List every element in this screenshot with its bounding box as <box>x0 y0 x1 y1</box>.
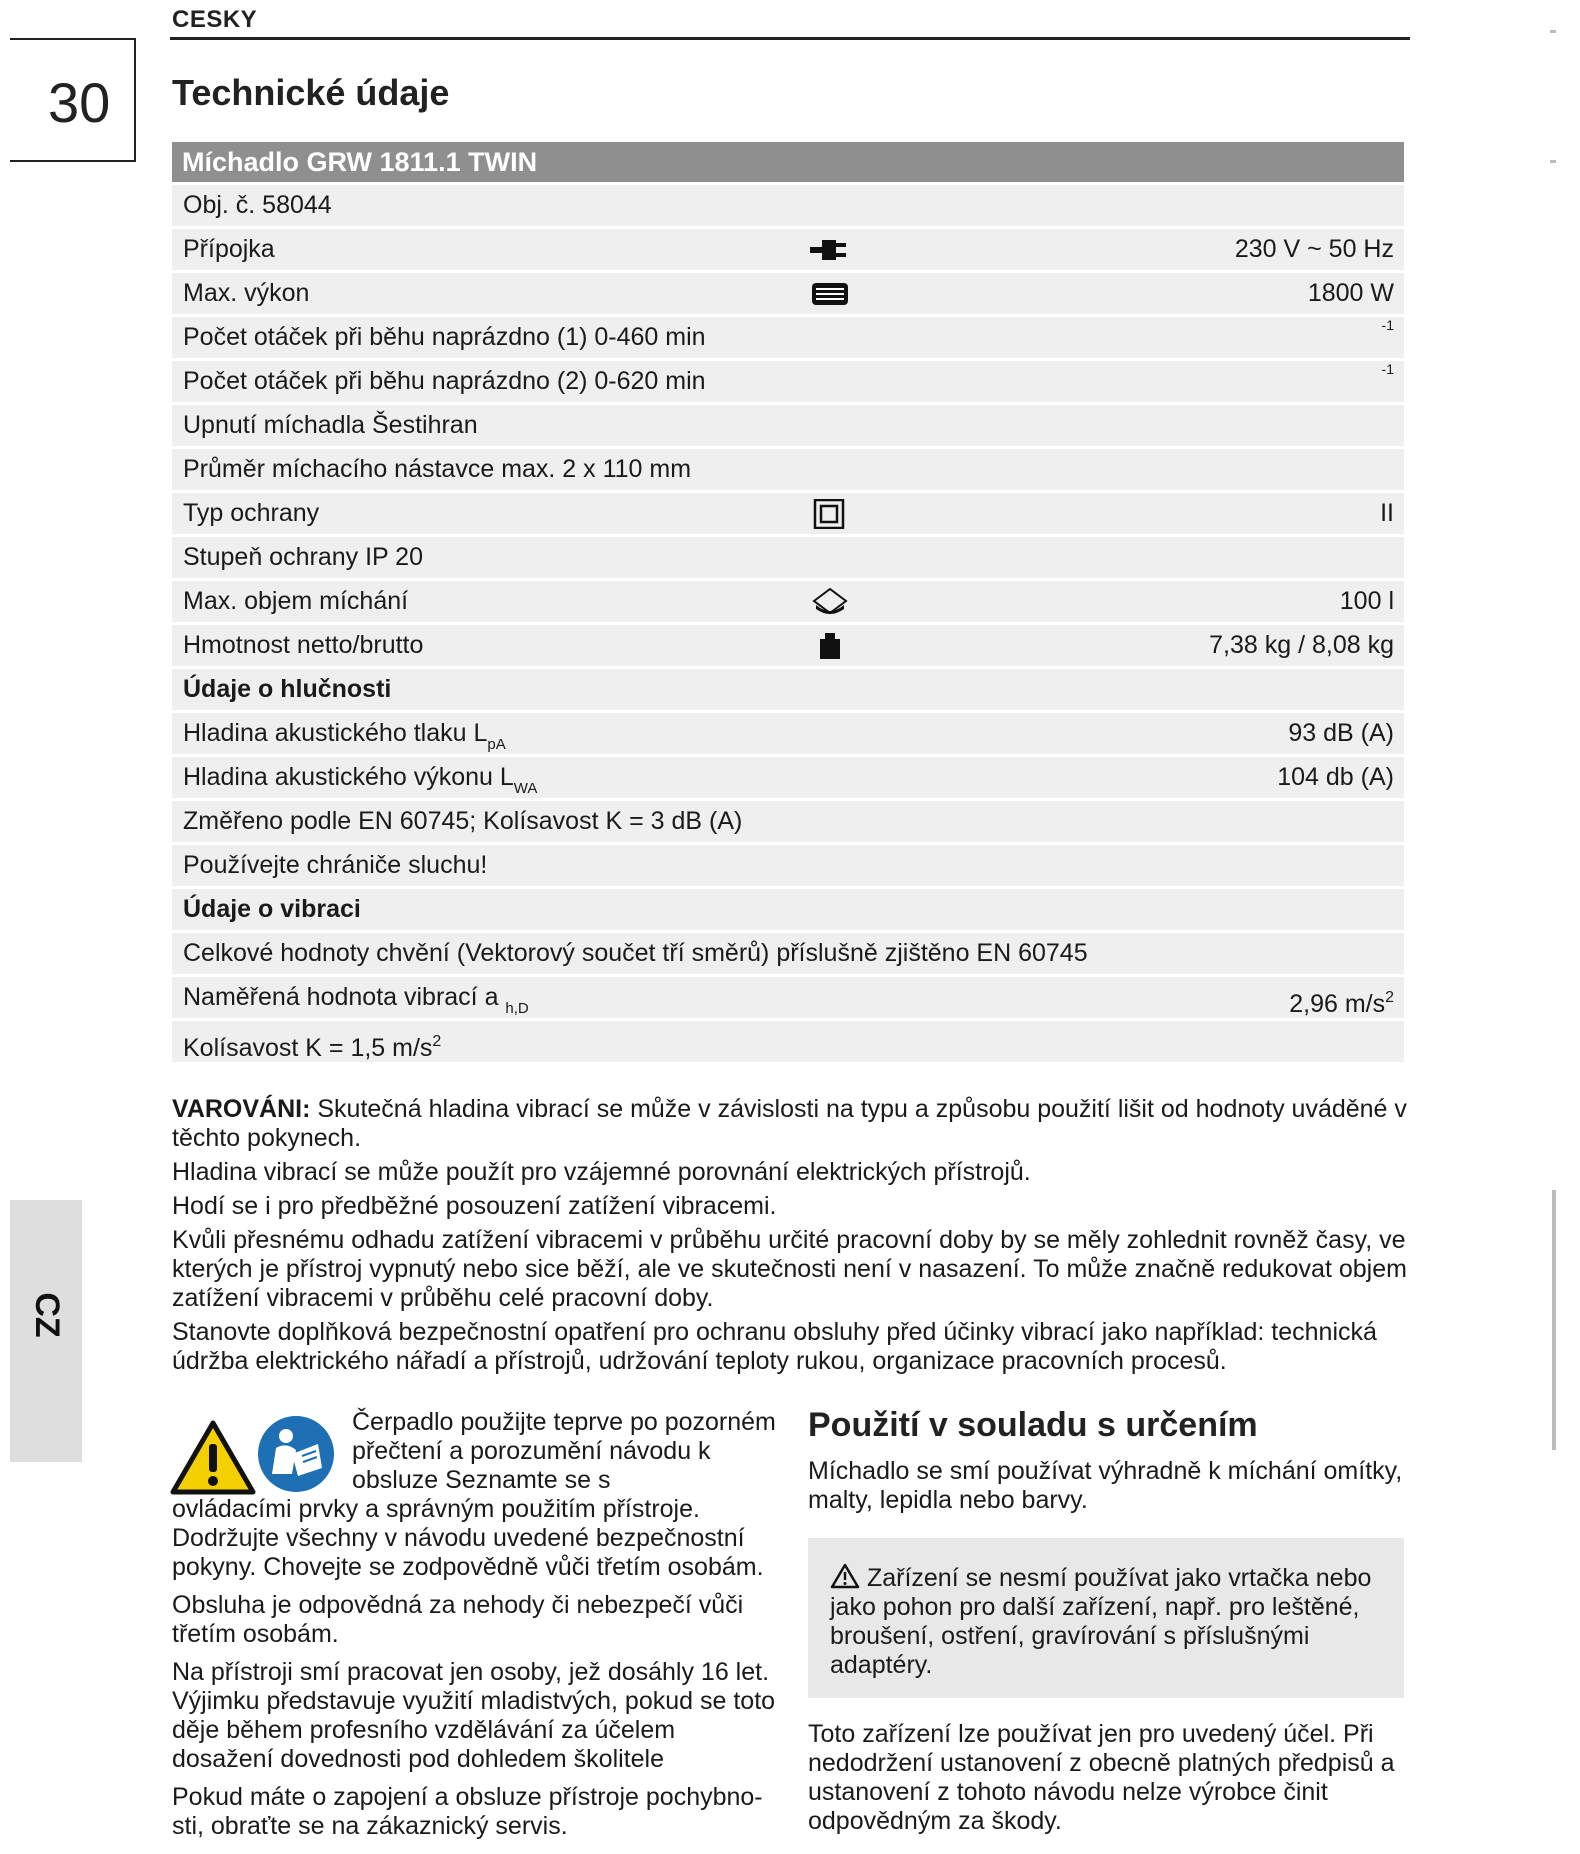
table-row <box>172 229 1404 270</box>
warning-paragraph: Hodí se i pro předběžné posouzení zatížení vibracemi. <box>172 1192 777 1220</box>
vibration-warning <box>172 1095 1412 1381</box>
superscript: 2 <box>1385 989 1394 1006</box>
row-label: Upnutí míchadla Šestihran <box>183 411 478 439</box>
section-title: Údaje o vibraci <box>183 895 361 923</box>
row-label: Kolísavost K = 1,5 $m/s^2$ <box>183 1033 442 1062</box>
notice-text: Zařízení se nesmí používat jako vrtačka nebo jako pohon pro další zařízení, např. pro leštěné, broušení, ostření, gravírování s příslušnými adaptéry. <box>830 1564 1372 1679</box>
row-label: Max. objem míchání <box>183 587 409 615</box>
table-row <box>172 625 1404 666</box>
spec-table <box>172 142 1404 1065</box>
safety-paragraph: Na přístroji smí pracovat jen osoby, jež dosáhly 16 let. Výjimku představuje využití mladistvých, pokud se toto děje během profesního vzdělávání za účelem dosažení dovednosti pod dohledem školitele <box>172 1658 776 1773</box>
row-value: 100 l <box>1339 587 1394 615</box>
table-row <box>172 801 1404 842</box>
safety-paragraph: Pokud máte o zapojení a obsluze přístroje pochybno-sti, obraťte se na zákaznický servis. <box>172 1783 763 1840</box>
weight-icon <box>808 631 852 661</box>
table-row <box>172 933 1404 974</box>
subscript: pA <box>487 736 506 753</box>
superscript: 2 <box>432 1033 442 1050</box>
row-label: Stupeň ochrany IP 20 <box>183 543 423 571</box>
page-title: Technické údaje <box>172 72 450 113</box>
protection-class-icon <box>808 499 852 529</box>
safety-text-column <box>172 1408 782 1850</box>
row-label: Obj. č. 58044 <box>183 191 332 219</box>
motor-icon <box>808 279 852 309</box>
warning-paragraph: VAROVÁNI: Skutečná hladina vibrací se může v závislosti na typu a způsobu použití lišit od hodnoty uváděné v těchto pokynech. <box>172 1095 1407 1152</box>
language-label: CESKY <box>172 6 258 33</box>
row-value: 7,38 kg / 8,08 kg <box>1209 631 1394 659</box>
liability-paragraph: Toto zařízení lze používat jen pro uvedený účel. Při nedodržení ustanovení z obecně platných předpisů a ustanovení z tohoto návodu nelze výrobce činit odpovědným za škody. <box>808 1720 1395 1835</box>
row-value: 104 db (A) <box>1277 763 1394 791</box>
subscript: h,D <box>505 1000 529 1017</box>
intended-use-section <box>808 1406 1408 1515</box>
row-label: Hladina akustického tlaku $L_{pA}$ <box>183 719 506 753</box>
table-row <box>172 757 1404 798</box>
row-label: Počet otáček při běhu naprázdno (1) 0-460 min <box>183 323 706 351</box>
row-label: Počet otáček při běhu naprázdno (2) 0-620 min <box>183 367 706 395</box>
svg-text:CZ: CZ <box>28 1292 67 1338</box>
table-row <box>172 493 1404 534</box>
intended-use-intro: Míchadlo se smí používat výhradně k míchání omítky, malty, lepidla nebo barvy. <box>808 1457 1403 1514</box>
row-value: 2,96 $m/s^2$ <box>1289 989 1394 1018</box>
safety-intro-rest: ovládacími prvky a správným použitím přístroje. Dodržujte všechny v návodu uvedené bezpečnostní pokyny. Chovejte se zodpovědně vůči třetím osobám. <box>172 1495 764 1581</box>
section-title: Údaje o hlučnosti <box>183 675 392 703</box>
subscript: WA <box>513 780 538 797</box>
row-exponent: -1 <box>1381 317 1394 333</box>
edge-mark <box>1550 30 1556 33</box>
page-number: 30 <box>48 71 111 134</box>
safety-paragraph: Obsluha je odpovědná za nehody či nebezpečí vůči třetím osobám. <box>172 1591 744 1648</box>
section-heading: Použití v souladu s určením <box>808 1406 1258 1444</box>
row-label: Hmotnost netto/brutto <box>183 631 424 659</box>
row-label: Celkové hodnoty chvění (Vektorový součet tří směrů) příslušně zjištěno EN 60745 <box>183 939 1088 967</box>
caution-icon <box>830 1563 860 1589</box>
table-row <box>172 449 1404 490</box>
plug-icon <box>808 235 852 265</box>
edge-mark <box>1550 160 1556 163</box>
table-row <box>172 405 1404 446</box>
row-value: II <box>1380 499 1394 527</box>
row-label: Max. výkon <box>183 279 310 307</box>
row-label: Změřeno podle EN 60745; Kolísavost K = 3 dB (A) <box>183 807 743 835</box>
row-label: Přípojka <box>183 235 275 263</box>
table-row <box>172 845 1404 886</box>
table-row <box>172 1021 1404 1062</box>
table-row <box>172 537 1404 578</box>
section-row-noise <box>172 669 1404 710</box>
warning-label: VAROVÁNI: <box>172 1095 311 1123</box>
header-rule <box>170 37 1410 40</box>
safety-paragraph <box>172 1408 782 1582</box>
warning-paragraph: Kvůli přesnému odhadu zatížení vibracemi v průběhu určité pracovní doby by se měly zohlednit rovněž časy, ve kterých je přístroj vypnutý nebo sice běží, ale ve skutečnosti není v nasazení. To může značně redukovat objem zatížení vibracemi v průběhu celé pracovní doby. <box>172 1226 1407 1312</box>
table-row <box>172 317 1404 358</box>
row-value: 93 dB (A) <box>1288 719 1394 747</box>
table-row <box>172 185 1404 226</box>
row-label: Naměřená hodnota vibrací a $_{h,D}$ <box>183 983 529 1017</box>
table-row <box>172 273 1404 314</box>
side-tab-label <box>20 1285 70 1345</box>
row-label: Typ ochrany <box>183 499 320 527</box>
row-value: 230 V ~ 50 Hz <box>1234 235 1394 263</box>
table-row <box>172 361 1404 402</box>
row-value: 1800 W <box>1307 279 1394 307</box>
table-row <box>172 713 1404 754</box>
row-label: Průměr míchacího nástavce max. 2 x 110 mm <box>183 455 692 483</box>
table-row <box>172 581 1404 622</box>
warning-paragraph: Stanovte doplňková bezpečnostní opatření pro ochranu obsluhy před účinky vibrací jako například: technická údržba elektrického nářadí a přístrojů, udržování teploty rukou, organizace pracovních procesů. <box>172 1318 1377 1375</box>
mixing-bucket-icon <box>808 587 852 617</box>
row-exponent: -1 <box>1381 361 1394 377</box>
safety-intro-top: Čerpadlo použijte teprve po pozorném přečtení a porozumění návodu k obsluze Seznamte se s <box>352 1408 776 1494</box>
row-label: Hladina akustického výkonu $L_{WA}$ <box>183 763 538 797</box>
table-row <box>172 977 1404 1018</box>
row-label: Používejte chrániče sluchu! <box>183 851 488 879</box>
section-row-vibration <box>172 889 1404 930</box>
edge-mark <box>1552 1190 1556 1450</box>
warning-paragraph: Hladina vibrací se může použít pro vzájemné porovnání elektrických přístrojů. <box>172 1158 1031 1186</box>
spec-table-heading: Míchadlo GRW 1811.1 TWIN <box>172 142 1404 182</box>
